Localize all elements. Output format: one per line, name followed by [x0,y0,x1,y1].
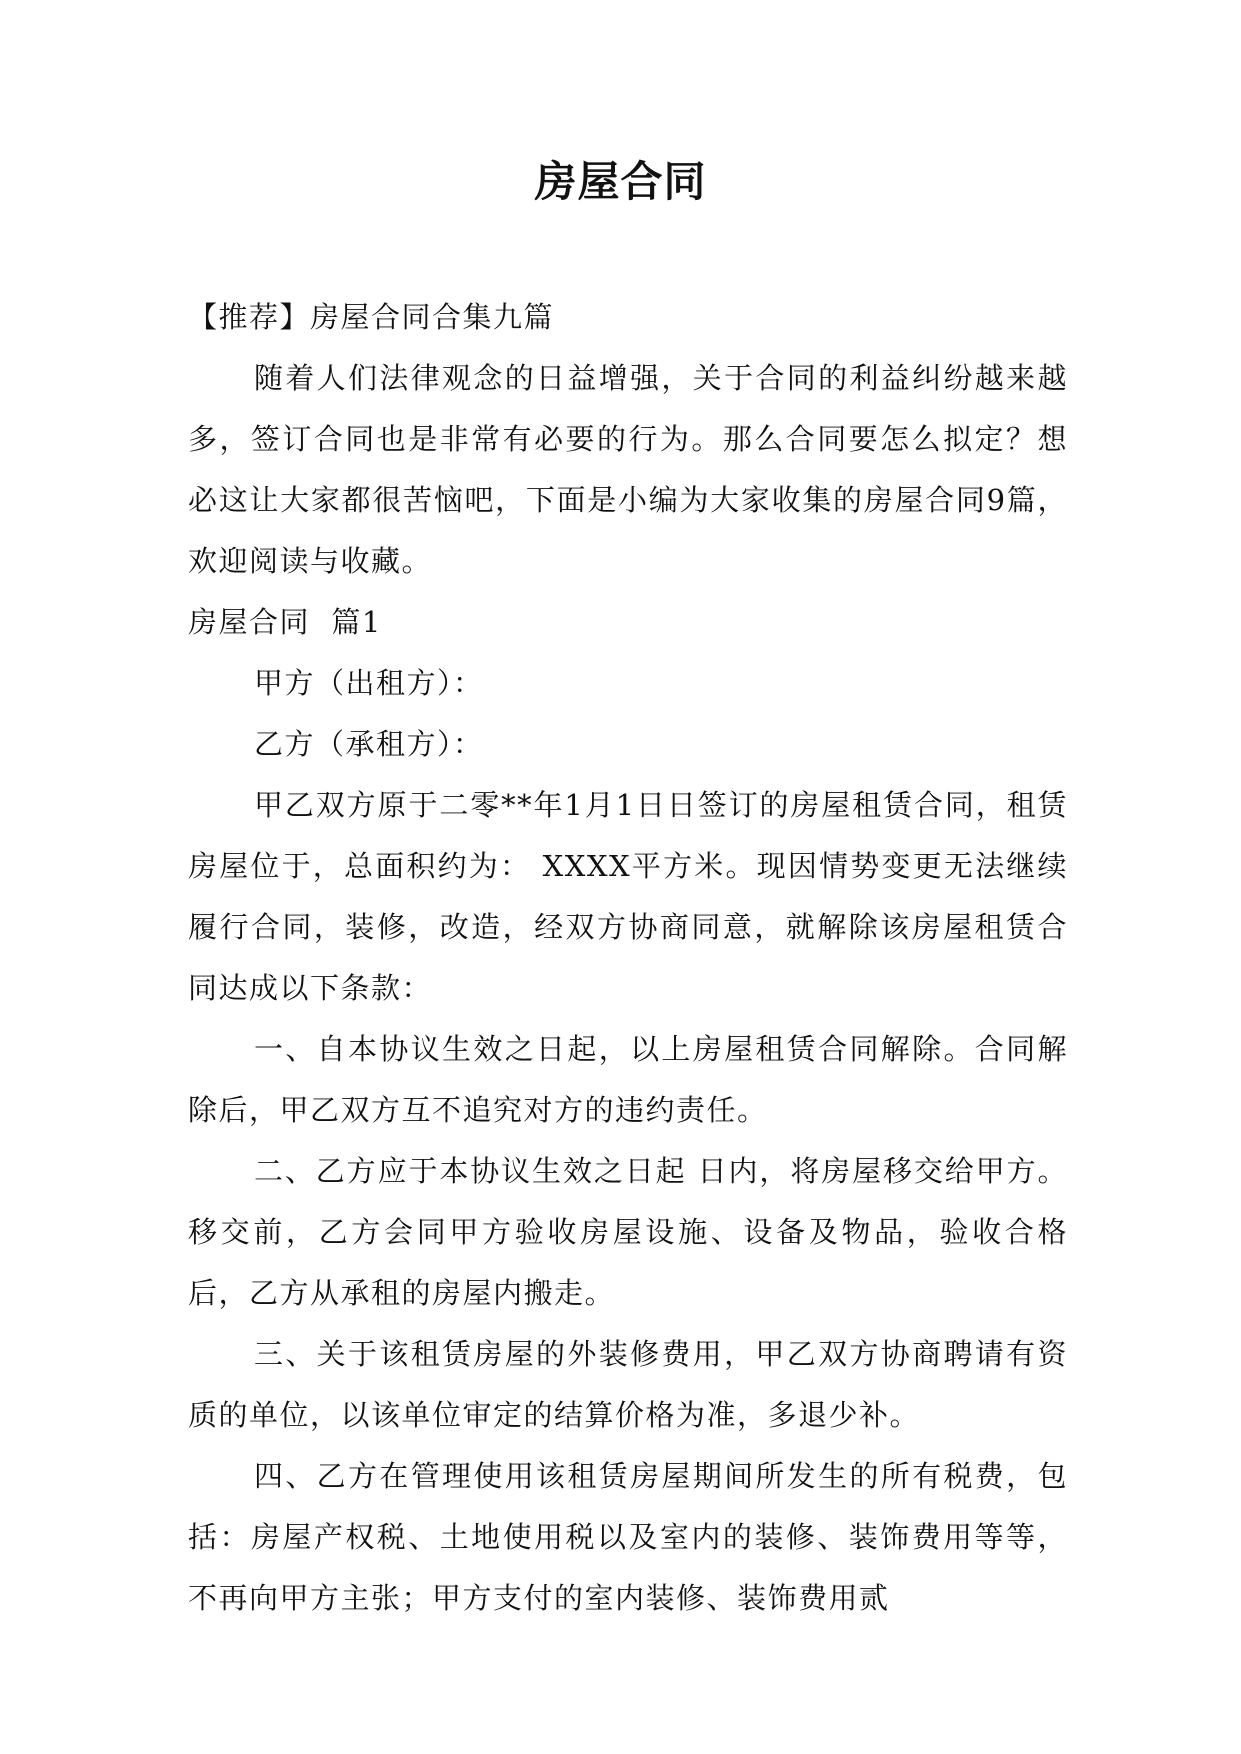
paragraph-2: 随着人们法律观念的日益增强，关于合同的利益纠纷越来越多，签订合同也是非常有必要的行为。那么合同要怎么拟定？想必这让大家都很苦恼吧，下面是小编为大家收集的房屋合同9篇，欢迎阅读与收藏。 [188,361,1068,578]
paragraph-party-b: 乙方（承租方）： [254,727,484,761]
paragraph-clause-1: 一、自本协议生效之日起，以上房屋租赁合同解除。合同解除后，甲乙双方互不追究对方的违约责任。 [188,1032,1068,1127]
section-heading: 房屋合同 篇1 [188,605,382,639]
paragraph-1: 【推荐】房屋合同合集九篇 [188,300,555,334]
paragraph-clause-3: 三、关于该租赁房屋的外装修费用，甲乙双方协商聘请有资质的单位，以该单位审定的结算价格为准，多退少补。 [188,1337,1068,1432]
document-body [188,287,1068,1629]
paragraph-clause-2: 二、乙方应于本协议生效之日起 日内，将房屋移交给甲方。移交前，乙方会同甲方验收房屋设施、设备及物品，验收合格后，乙方从承租的房屋内搬走。 [188,1154,1068,1310]
document-title: 房屋合同 [534,157,707,206]
paragraph-contract-terms: 甲乙双方原于二零**年1月1日日签订的房屋租赁合同，租赁房屋位于，总面积约为： XXXX平方米。现因情势变更无法继续履行合同，装修，改造，经双方协商同意，就解除该房屋租赁合同达成以下条款： [188,788,1068,1005]
paragraph-clause-4: 四、乙方在管理使用该租赁房屋期间所发生的所有税费，包括：房屋产权税、土地使用税以及室内的装修、装饰费用等等，不再向甲方主张；甲方支付的室内装修、装饰费用贰 [188,1459,1068,1615]
paragraph-party-a: 甲方（出租方）： [254,666,484,700]
